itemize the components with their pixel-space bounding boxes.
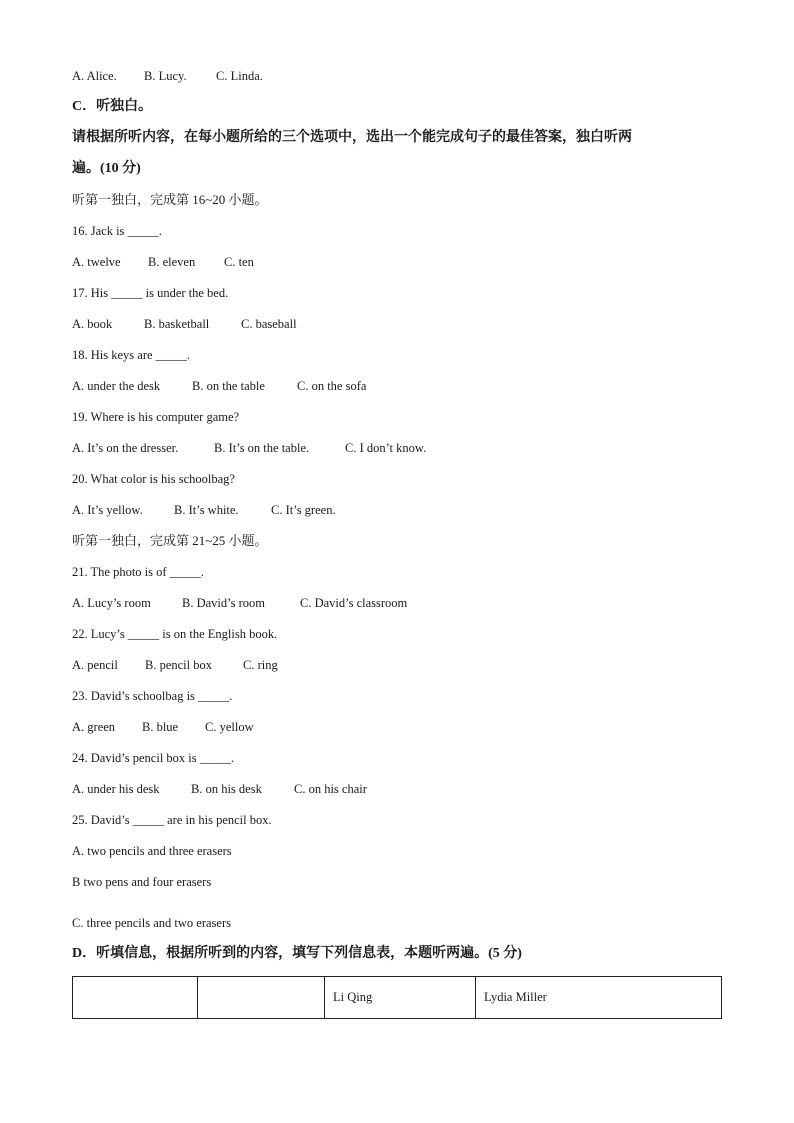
question-25: 25. David’s _____ are in his pencil box.: [72, 813, 272, 827]
option-b: B. eleven: [148, 255, 196, 269]
option-b: B. It’s on the table.: [214, 441, 310, 455]
question-20-options: [72, 496, 722, 527]
section-c-instruction-1: 请根据所听内容，在每小题所给的三个选项中，选出一个能完成句子的最佳答案，独白听两: [72, 130, 632, 145]
q15-options: [72, 62, 722, 93]
question-19: 19. Where is his computer game?: [72, 410, 240, 424]
option-b: B. on the table: [192, 379, 265, 393]
table-cell: [73, 977, 198, 1019]
question-21-options: [72, 589, 722, 620]
option-c: C. I don’t know.: [345, 441, 427, 455]
question-21: 21. The photo is of _____.: [72, 565, 205, 579]
option-c: C. Linda.: [216, 69, 263, 83]
option-a: A. It’s on the dresser.: [72, 441, 179, 455]
question-18: 18. His keys are _____.: [72, 348, 191, 362]
section-d-title: D．听填信息，根据所听到的内容，填写下列信息表，本题听两遍。(5 分): [72, 946, 522, 961]
question-17-options: [72, 310, 722, 341]
option-b: B. Lucy.: [144, 69, 187, 83]
option-a: A. pencil: [72, 658, 118, 672]
question-24: 24. David’s pencil box is _____.: [72, 751, 235, 765]
option-b: B. on his desk: [191, 782, 262, 796]
table-cell: Lydia Miller: [476, 977, 722, 1019]
question-16: 16. Jack is _____.: [72, 224, 162, 238]
question-17: 17. His _____ is under the bed.: [72, 286, 229, 300]
option-b: B. basketball: [144, 317, 210, 331]
option-a: A. Alice.: [72, 69, 117, 83]
group2-intro: 听第一独白，完成第 21~25 小题。: [72, 533, 268, 548]
question-22: 22. Lucy’s _____ is on the English book.: [72, 627, 278, 641]
option-c: C. ten: [224, 255, 254, 269]
question-22-options: [72, 651, 722, 682]
table-cell: Li Qing: [325, 977, 476, 1019]
question-20: 20. What color is his schoolbag?: [72, 472, 235, 486]
section-c-instruction-2: 遍。(10 分): [72, 161, 141, 176]
question-18-options: [72, 372, 722, 403]
option-b: B. It’s white.: [174, 503, 239, 517]
option-a: A. under the desk: [72, 379, 161, 393]
question-16-options: [72, 248, 722, 279]
question-19-options: [72, 434, 722, 465]
group1-intro: 听第一独白，完成第 16~20 小题。: [72, 192, 268, 207]
question-25-option-a: A. two pencils and three erasers: [72, 844, 232, 858]
option-a: A. green: [72, 720, 116, 734]
option-c: C. yellow: [205, 720, 254, 734]
table-cell: [198, 977, 325, 1019]
option-b: B. pencil box: [145, 658, 213, 672]
table-row: [73, 977, 722, 1019]
option-a: A. It’s yellow.: [72, 503, 143, 517]
question-24-options: [72, 775, 722, 806]
option-a: A. twelve: [72, 255, 121, 269]
option-c: C. baseball: [241, 317, 297, 331]
option-a: A. under his desk: [72, 782, 160, 796]
section-c-title: C．听独白。: [72, 99, 153, 114]
question-23: 23. David’s schoolbag is _____.: [72, 689, 233, 703]
option-b: B. blue: [142, 720, 179, 734]
worksheet-page: [72, 62, 722, 971]
question-25-option-c: C. three pencils and two erasers: [72, 916, 231, 930]
info-table: [72, 976, 722, 1019]
option-c: C. on his chair: [294, 782, 367, 796]
option-b: B. David’s room: [182, 596, 265, 610]
option-c: C. David’s classroom: [300, 596, 408, 610]
question-23-options: [72, 713, 722, 744]
option-c: C. ring: [243, 658, 278, 672]
option-a: A. book: [72, 317, 113, 331]
option-c: C. It’s green.: [271, 503, 336, 517]
question-25-option-b: B two pens and four erasers: [72, 875, 212, 889]
option-a: A. Lucy’s room: [72, 596, 151, 610]
option-c: C. on the sofa: [297, 379, 367, 393]
